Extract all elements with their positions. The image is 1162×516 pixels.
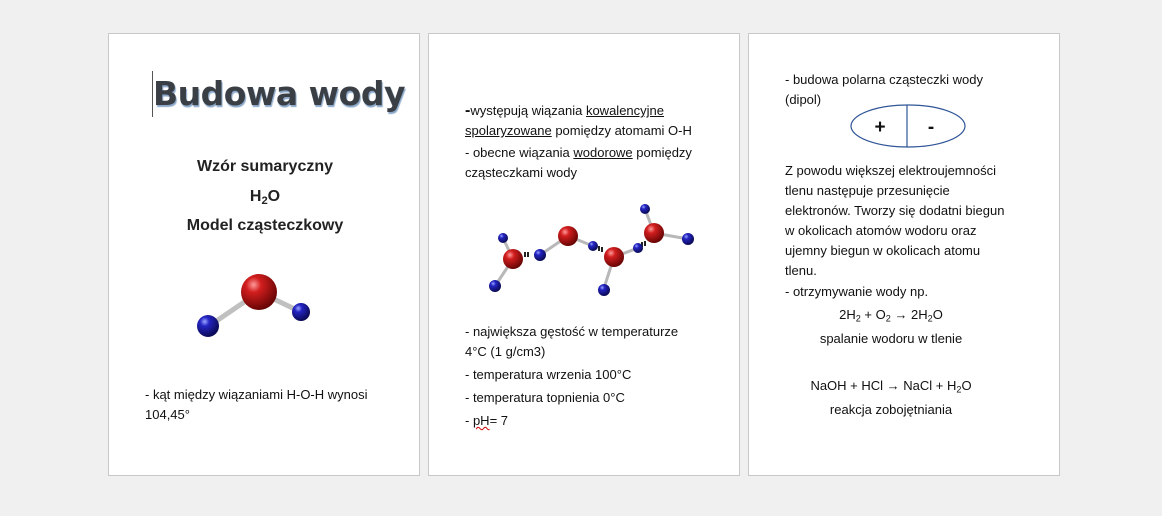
formula-heading: Wzór sumaryczny <box>196 158 334 175</box>
polarity-paragraph <box>785 161 1050 281</box>
obtaining-heading: - otrzymywanie wody np. <box>785 284 929 299</box>
document-page-3[interactable] <box>748 33 1060 476</box>
ph-item: - pH= 7 <box>465 413 509 428</box>
paragraph-line: w okolicach atomów wodoru oraz <box>785 223 977 238</box>
water-molecule-model <box>189 264 329 344</box>
water-formula: $H_2O$ <box>249 188 281 207</box>
reaction-arrow-icon: → <box>886 378 900 393</box>
page-title: Budowa wody <box>153 74 405 113</box>
bond-angle-text: - kąt między wiązaniami H-O-H wynosi 104,45° <box>145 387 368 422</box>
combustion-equation: $2H_2 + O_2 \to 2H_2O$ <box>839 307 943 324</box>
model-heading: Model cząsteczkowy <box>186 217 344 234</box>
minus-sign: - <box>927 117 935 138</box>
paragraph-line: Z powodu większej elektroujemności <box>785 163 996 178</box>
density-item: - największa gęstość w temperaturze 4°C (1 g/cm3) <box>465 324 679 359</box>
neutralization-caption: reakcja zobojętniania <box>829 402 953 417</box>
plus-sign: + <box>874 117 886 138</box>
hydrogen-atom-2 <box>292 303 310 321</box>
reaction-arrow-icon: → <box>894 307 908 322</box>
bonds-paragraph: -występują wiązania kowalencyjne spolaryzowane pomiędzy atomami O-H - obecne wiązania wodorowe pomiędzy cząsteczkami wody <box>465 102 692 180</box>
dipole-heading: - budowa polarna cząsteczki wody (dipol) <box>785 72 983 107</box>
paragraph-line: tlenu następuje przesunięcie <box>785 183 950 198</box>
paragraph-line: elektronów. Tworzy się dodatni biegun <box>785 203 1005 218</box>
combustion-caption: spalanie wodoru w tlenie <box>819 331 963 346</box>
hydrogen-atom-1 <box>197 315 219 337</box>
hydrogen-bonds-model <box>483 200 723 300</box>
dipole-diagram <box>850 104 968 148</box>
boiling-item: - temperatura wrzenia 100°C <box>465 367 632 382</box>
paragraph-line: ujemny biegun w okolicach atomu <box>785 243 981 258</box>
dipole-ellipse <box>851 105 965 147</box>
document-page-2[interactable] <box>428 33 740 476</box>
properties-list <box>465 322 725 431</box>
neutralization-equation: NaOH + HCl → NaCl + $H_2O$ <box>810 378 972 395</box>
melting-item: - temperatura topnienia 0°C <box>465 390 625 405</box>
paragraph-line: tlenu. <box>785 263 817 278</box>
document-page-1[interactable] <box>108 33 420 476</box>
oxygen-atom <box>241 274 277 310</box>
